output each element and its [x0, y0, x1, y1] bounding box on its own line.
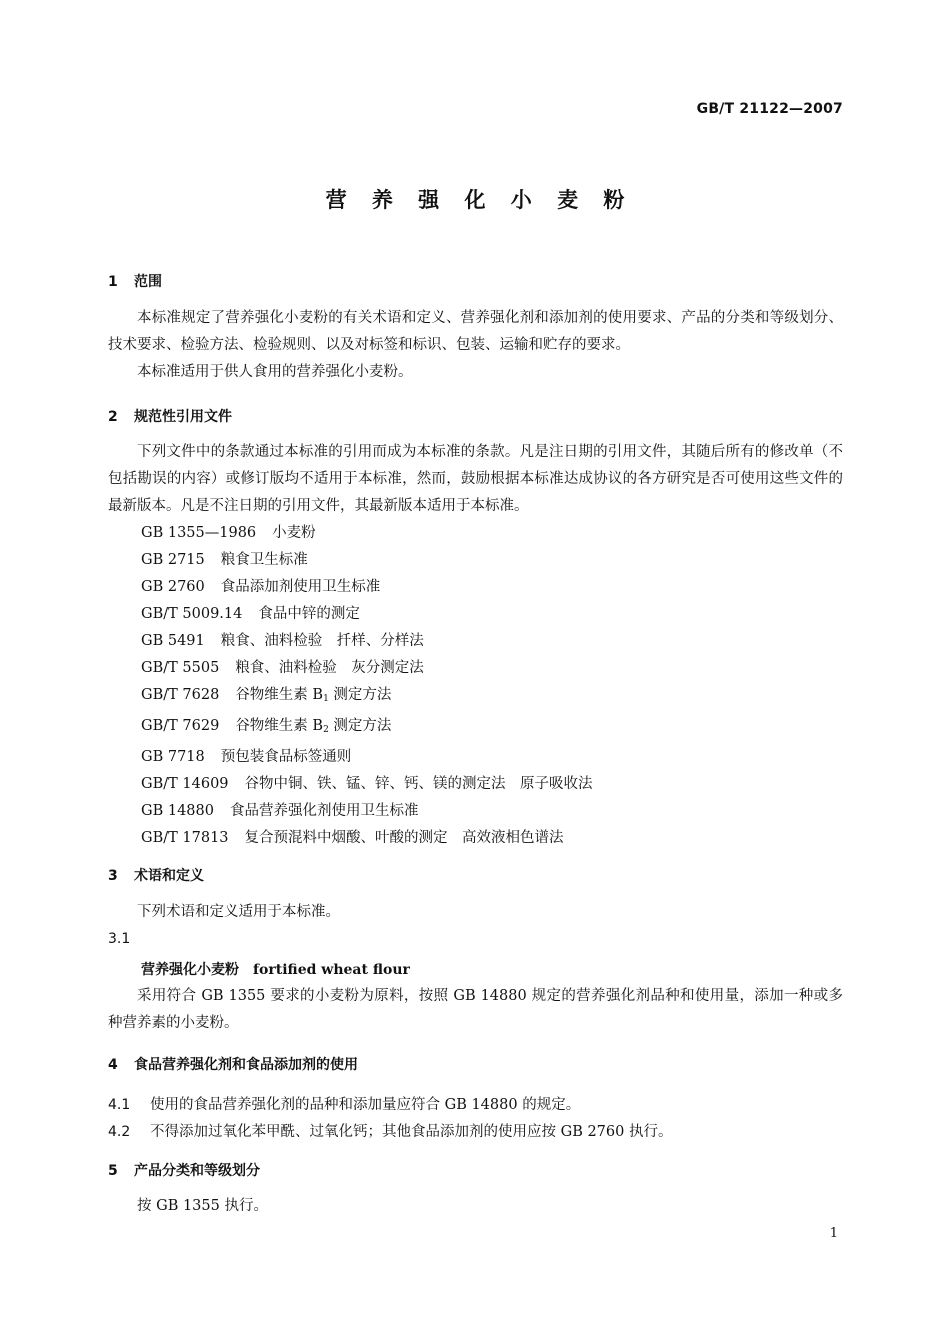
reference-title: 粮食、油料检验 灰分测定法 [235, 660, 424, 676]
reference-item [108, 771, 843, 798]
reference-title: 小麦粉 [272, 525, 316, 541]
clause-number: 4.2 [108, 1124, 131, 1140]
reference-title-tail: 测定方法 [328, 718, 392, 734]
clause-text: 使用的食品营养强化剂的品种和添加量应符合 GB 14880 的规定。 [150, 1097, 581, 1113]
reference-code: GB/T 17813 [141, 830, 229, 846]
reference-item [108, 628, 843, 655]
section-3-heading [108, 865, 843, 885]
reference-title: 粮食卫生标准 [220, 552, 308, 568]
reference-item [108, 713, 843, 744]
reference-title: 谷物维生素 B [235, 687, 324, 703]
standard-code: GB/T 21122—2007 [696, 101, 843, 117]
reference-title: 预包装食品标签通则 [220, 749, 352, 765]
term-heading [108, 959, 876, 979]
section-1-body [108, 305, 843, 386]
clause-4-1 [108, 1093, 843, 1114]
section-title: 产品分类和等级划分 [134, 1163, 260, 1179]
document-title: 营 养 强 化 小 麦 粉 [325, 188, 634, 212]
reference-code: GB 2760 [141, 579, 205, 595]
reference-code: GB/T 5009.14 [141, 606, 243, 622]
reference-code: GB 7718 [141, 749, 205, 765]
reference-code: GB 14880 [141, 803, 214, 819]
reference-item [108, 655, 843, 682]
section-title: 术语和定义 [134, 868, 204, 884]
term-english: fortified wheat flour [253, 962, 410, 978]
paragraph: 下列文件中的条款通过本标准的引用而成为本标准的条款。凡是注日期的引用文件，其随后所有的修改单（不包括勘误的内容）或修订版均不适用于本标准，然而，鼓励根据本标准达成协议的各方研究是否可使用这些文件的最新版本。凡是不注日期的引用文件，其最新版本适用于本标准。 [108, 444, 843, 514]
reference-item [108, 574, 843, 601]
section-number: 4 [108, 1057, 118, 1073]
section-title: 范围 [134, 274, 162, 290]
section-number: 2 [108, 409, 118, 425]
term-chinese: 营养强化小麦粉 [141, 962, 239, 978]
reference-item [108, 520, 843, 547]
reference-code: GB/T 7629 [141, 718, 220, 734]
paragraph: 本标准规定了营养强化小麦粉的有关术语和定义、营养强化剂和添加剂的使用要求、产品的分类和等级划分、技术要求、检验方法、检验规则、以及对标签和标识、包装、运输和贮存的要求。 [108, 310, 843, 353]
section-2-heading [108, 406, 843, 426]
paragraph: 本标准适用于供人食用的营养强化小麦粉。 [137, 364, 413, 380]
reference-item [108, 744, 843, 771]
reference-title: 粮食、油料检验 扦样、分样法 [220, 633, 424, 649]
page-number: 1 [829, 1226, 838, 1241]
section-2-body [108, 439, 843, 852]
reference-code: GB 1355—1986 [141, 525, 257, 541]
clause-4-2 [108, 1120, 843, 1141]
clause-number: 4.1 [108, 1097, 131, 1113]
reference-item [108, 825, 843, 852]
reference-item [108, 798, 843, 825]
paragraph: 按 GB 1355 执行。 [137, 1198, 268, 1214]
paragraph: 下列术语和定义适用于本标准。 [137, 904, 340, 920]
section-1-heading [108, 271, 843, 291]
section-number: 3 [108, 868, 118, 884]
section-number: 1 [108, 274, 118, 290]
term-number: 3.1 [108, 931, 131, 947]
clause-text: 不得添加过氧化苯甲酰、过氧化钙；其他食品添加剂的使用应按 GB 2760 执行。 [150, 1124, 673, 1140]
reference-item [108, 547, 843, 574]
reference-code: GB/T 7628 [141, 687, 220, 703]
reference-title: 食品营养强化剂使用卫生标准 [229, 803, 419, 819]
term-definition: 采用符合 GB 1355 要求的小麦粉为原料，按照 GB 14880 规定的营养强化剂品种和使用量，添加一种或多种营养素的小麦粉。 [108, 988, 843, 1031]
reference-title: 食品添加剂使用卫生标准 [220, 579, 381, 595]
reference-title: 谷物维生素 B [235, 718, 324, 734]
section-title: 食品营养强化剂和食品添加剂的使用 [134, 1057, 358, 1073]
reference-title: 谷物中铜、铁、锰、锌、钙、镁的测定法 原子吸收法 [244, 776, 593, 792]
reference-code: GB 5491 [141, 633, 205, 649]
section-3-body [108, 899, 843, 926]
reference-code: GB/T 5505 [141, 660, 220, 676]
reference-title: 食品中锌的测定 [258, 606, 360, 622]
section-number: 5 [108, 1163, 118, 1179]
reference-title-tail: 测定方法 [328, 687, 392, 703]
reference-list [108, 520, 843, 852]
reference-item [108, 682, 843, 713]
reference-title: 复合预混料中烟酸、叶酸的测定 高效液相色谱法 [244, 830, 564, 846]
subscript: 1 [323, 694, 329, 704]
term-definition-block [108, 983, 843, 1037]
section-5-body [108, 1193, 843, 1220]
section-5-heading [108, 1160, 843, 1180]
section-4-heading [108, 1054, 843, 1074]
subscript: 2 [323, 725, 329, 735]
reference-code: GB/T 14609 [141, 776, 229, 792]
reference-item [108, 601, 843, 628]
section-title: 规范性引用文件 [134, 409, 232, 425]
reference-code: GB 2715 [141, 552, 205, 568]
